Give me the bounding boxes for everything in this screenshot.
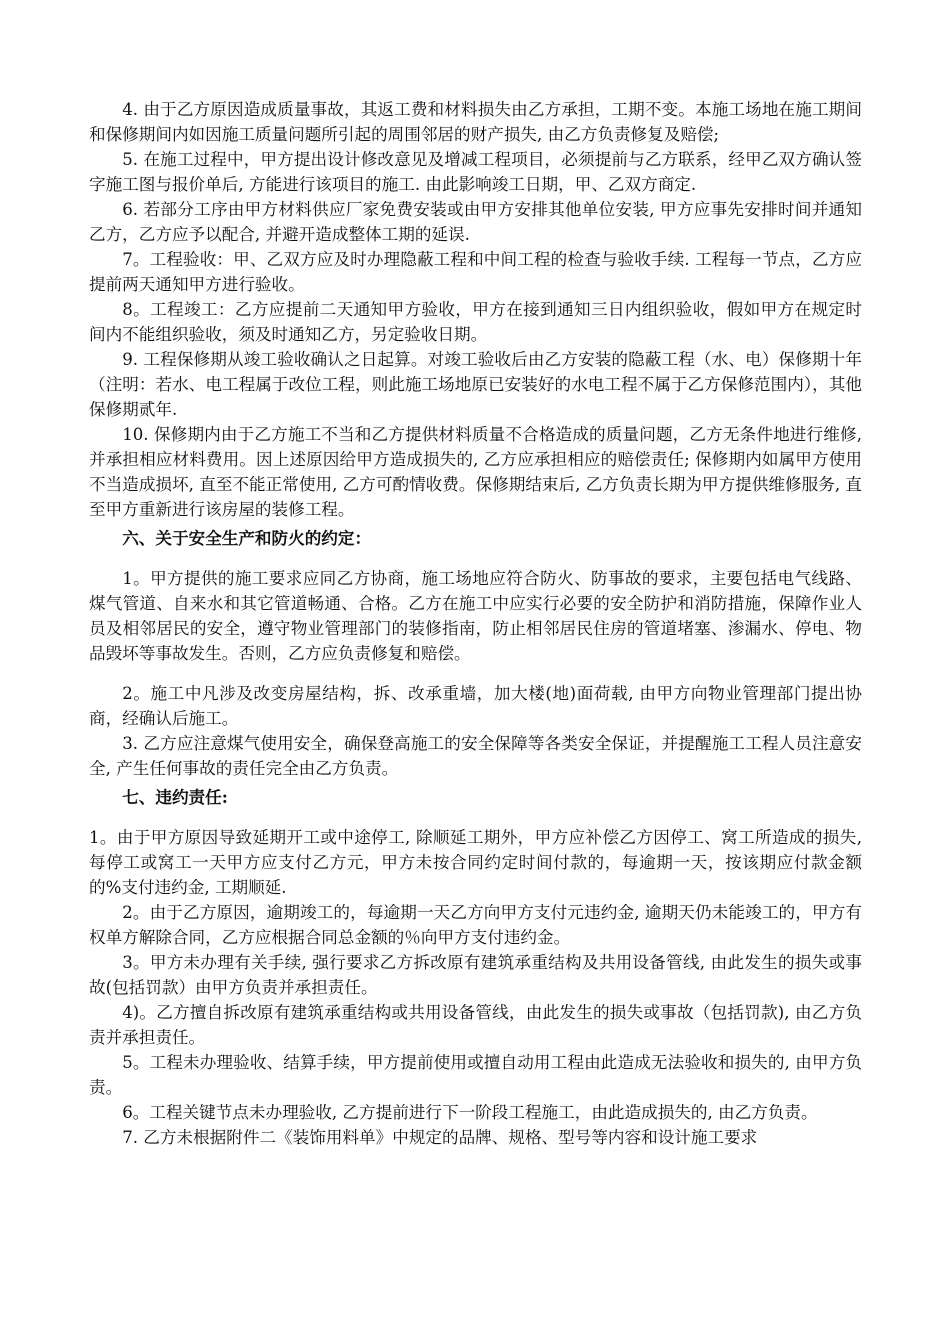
clause-7-4: 4)。乙方擅自拆改原有建筑承重结构或共用设备管线，由此发生的损失或事故（包括罚款), 由乙方负责并承担责任。: [89, 1003, 862, 1047]
clause-5-7: 7。工程验收：甲、乙双方应及时办理隐蔽工程和中间工程的检查与验收手续. 工程每一节点，乙方应提前两天通知甲方进行验收。: [89, 250, 862, 294]
clause-7-3: 3。甲方未办理有关手续, 强行要求乙方拆改原有建筑承重结构及共用设备管线, 由此发生的损失或事故(包括罚款）由甲方负责并承担责任。: [89, 953, 862, 997]
clause-6-3: 3. 乙方应注意煤气使用安全，确保登高施工的安全保障等各类安全保证，并提醒施工工程人员注意安全, 产生任何事故的责任完全由乙方负责。: [89, 734, 862, 778]
section-6-heading: 六、关于安全生产和防火的约定：: [122, 528, 372, 548]
clause-6-1: 1。甲方提供的施工要求应同乙方协商，施工场地应符合防火、防事故的要求，主要包括电气线路、煤气管道、自来水和其它管道畅通、合格。乙方在施工中应实行必要的安全防护和消防措施，保障作业人员及相邻居民的安全，遵守物业管理部门的装修指南，防止相邻居民住房的管道堵塞、渗漏水、停电、物品毁坏等事故发生。否则，乙方应负责修复和赔偿。: [89, 569, 862, 663]
clause-5-5: 5. 在施工过程中，甲方提出设计修改意见及增减工程项目，必须提前与乙方联系，经甲乙双方确认签字施工图与报价单后, 方能进行该项目的施工. 由此影响竣工日期，甲、乙双方商定.: [89, 150, 862, 194]
clause-5-9: 9. 工程保修期从竣工验收确认之日起算。对竣工验收后由乙方安装的隐蔽工程（水、电）保修期十年（注明：若水、电工程属于改位工程，则此施工场地原已安装好的水电工程不属于乙方保修范围内），其他保修期贰年.: [89, 350, 862, 419]
clause-5-10: 10. 保修期内由于乙方施工不当和乙方提供材料质量不合格造成的质量问题，乙方无条件地进行维修, 并承担相应材料费用。因上述原因给甲方造成损失的, 乙方应承担相应的赔偿责任; 保修期内如属甲方使用不当造成损坏, 直至不能正常使用, 乙方可酌情收费。保修期结束后, 乙方负责长期为甲方提供维修服务, 直至甲方重新进行该房屋的装修工程。: [89, 425, 862, 519]
clause-5-4: 4. 由于乙方原因造成质量事故，其返工费和材料损失由乙方承担，工期不变。本施工场地在施工期间和保修期间内如因施工质量问题所引起的周围邻居的财产损失, 由乙方负责修复及赔偿;: [89, 100, 862, 144]
clause-7-5: 5。工程未办理验收、结算手续，甲方提前使用或擅自动用工程由此造成无法验收和损失的, 由甲方负责。: [89, 1053, 862, 1097]
clause-7-1: 1。由于甲方原因导致延期开工或中途停工, 除顺延工期外，甲方应补偿乙方因停工、窝工所造成的损失, 每停工或窝工一天甲方应支付乙方元，甲方未按合同约定时间付款的，每逾期一天，按该期应付款金额的%支付违约金, 工期顺延.: [89, 828, 862, 897]
clause-5-6: 6. 若部分工序由甲方材料供应厂家免费安装或由甲方安排其他单位安装, 甲方应事先安排时间并通知乙方，乙方应予以配合, 并避开造成整体工期的延误.: [89, 200, 862, 244]
clause-5-8: 8。工程竣工：乙方应提前二天通知甲方验收，甲方在接到通知三日内组织验收，假如甲方在规定时间内不能组织验收，须及时通知乙方，另定验收日期。: [89, 300, 862, 344]
section-7-heading: 七、违约责任:: [122, 787, 228, 807]
clause-7-6: 6。工程关键节点未办理验收, 乙方提前进行下一阶段工程施工，由此造成损失的, 由乙方负责。: [122, 1103, 818, 1122]
clause-6-2: 2。施工中凡涉及改变房屋结构，拆、改承重墙，加大楼(地)面荷载, 由甲方向物业管理部门提出协商，经确认后施工。: [89, 684, 862, 728]
clause-7-7: 7. 乙方未根据附件二《装饰用料单》中规定的品牌、规格、型号等内容和设计施工要求: [122, 1128, 758, 1147]
clause-7-2: 2。由于乙方原因，逾期竣工的，每逾期一天乙方向甲方支付元违约金, 逾期天仍未能竣工的，甲方有权单方解除合同，乙方应根据合同总金额的％向甲方支付违约金。: [89, 903, 862, 947]
